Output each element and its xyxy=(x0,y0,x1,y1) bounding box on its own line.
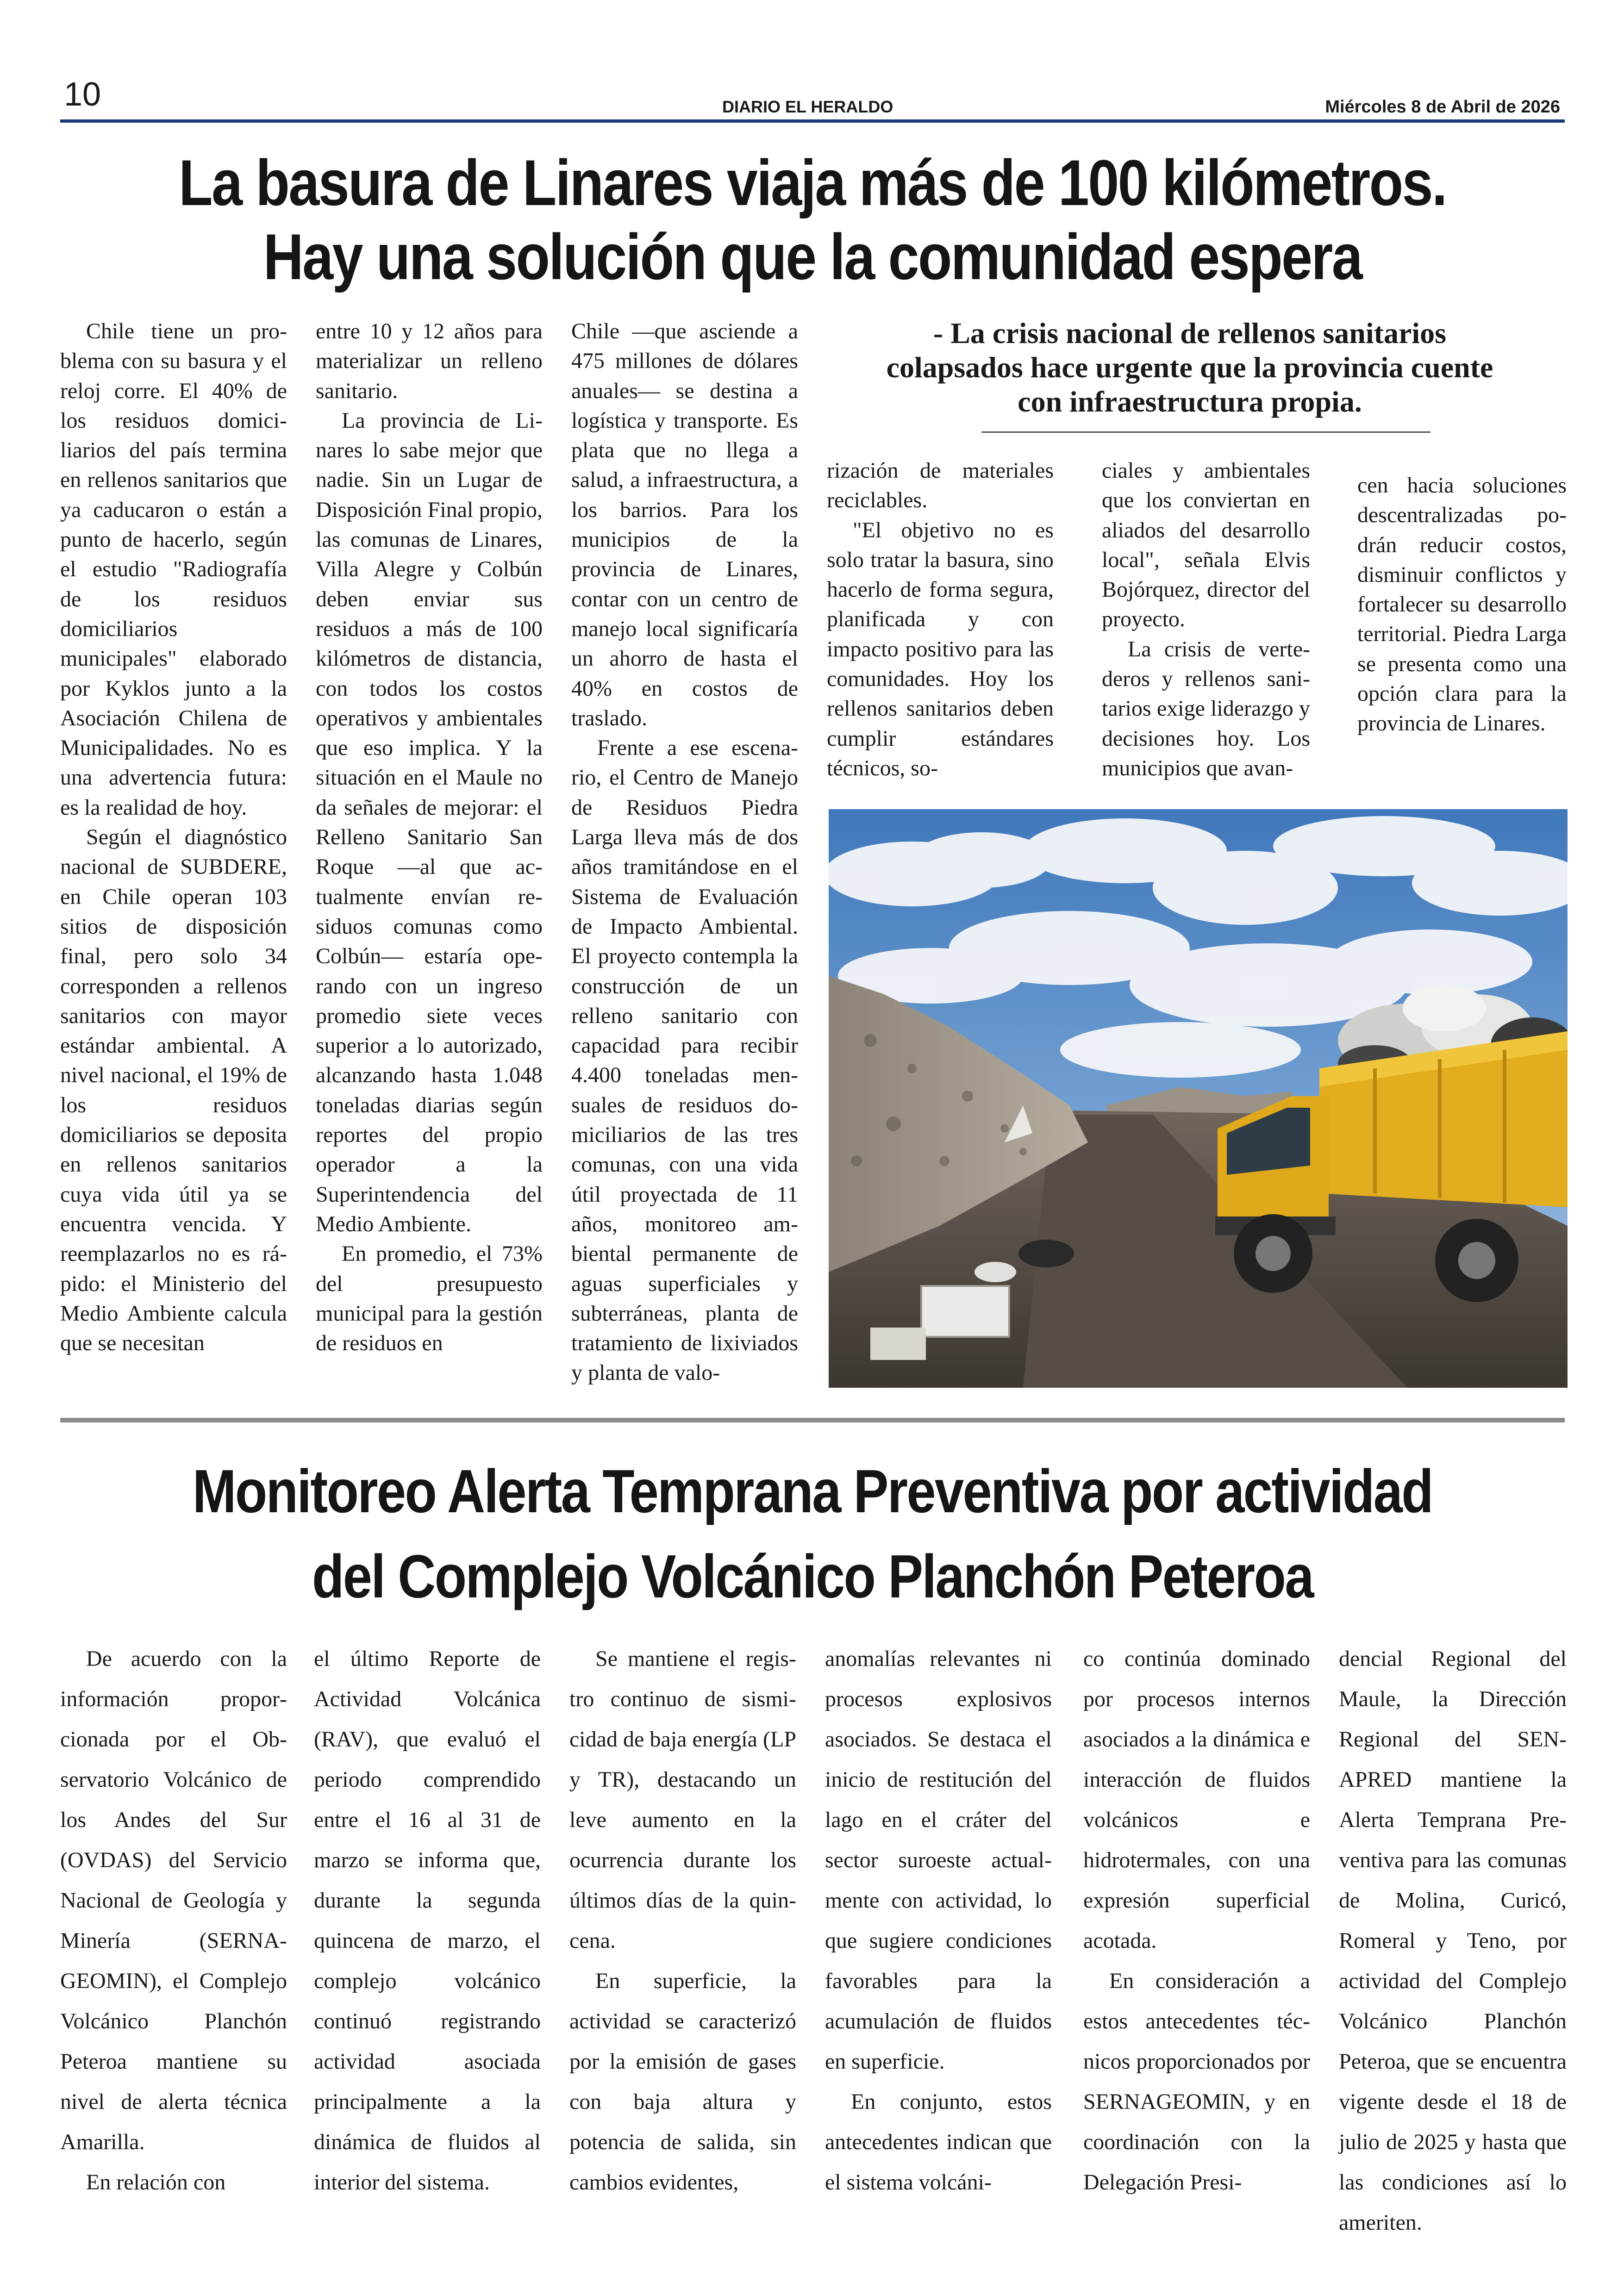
paragraph: ciales y ambientales que los conviertan en aliados del desarrollo local", señala Elvis Bojórquez, director del proyecto. xyxy=(1102,458,1310,632)
paragraph: el último Reporte de Actividad Volcánica (RAV), que evaluó el periodo comprendido entre el 16 al 31 de marzo se informa que, durante la segunda quincena de marzo, el complejo volcánico continuó registrando actividad asociada principalmente a la dinámica de fluidos al interior del sistema. xyxy=(314,1646,541,2195)
paragraph: "El objetivo no es solo tratar la basura, sino hacerlo de forma segura, planificada y con impacto positivo para las comunidades. Hoy los rellenos sanitarios deben cumplir estándares técnicos, so- xyxy=(827,518,1054,780)
paragraph: rización de materiales reciclables. xyxy=(827,458,1054,513)
paragraph: entre 10 y 12 años para materializar un relleno sanitario. xyxy=(316,319,543,403)
paragraph: Chile tiene un problema con su basura y el reloj corre. El 40% de los residuos domiciliarios del país termina en rellenos sanitarios que ya caducaron o están a punto de hacerlo, según el estudio "Radiografía de los residuos domiciliarios municipales" elaborado por Kyklos junto a la Asociación Chilena de Municipalidades. No es una advertencia futura: es la realidad de hoy. xyxy=(60,319,287,820)
article2-headline-line1: Monitoreo Alerta Temprana Preventiva por actividad xyxy=(192,1457,1433,1525)
header-rule xyxy=(60,119,1565,123)
article2-column-3 xyxy=(569,1639,796,2202)
article1-column-1 xyxy=(60,317,287,1358)
subhead-rule xyxy=(981,431,1430,433)
paragraph: Frente a ese escenario, el Centro de Manejo de Residuos Piedra Larga lleva más de dos años tramitándose en el Sistema de Evaluación de Impacto Ambiental. El proyecto contempla la construcción de un relleno sanitario con capacidad para recibir 4.400 toneladas mensuales de residuos domiciliarios de las tres comunas, con una vida útil proyectada de 11 años, monitoreo ambiental permanente de aguas superficiales y subterráneas, planta de tratamiento de lixiviados y planta de valo- xyxy=(571,736,798,1385)
paragraph: Según el diagnóstico nacional de SUBDERE, en Chile operan 103 sitios de disposición final, pero solo 34 corresponden a rellenos sanitarios con mayor estándar ambiental. A nivel nacional, el 19% de los residuos domiciliarios se deposita en rellenos sanitarios cuya vida útil ya se encuentra vencida. Y reemplazarlos no es rápido: el Ministerio del Medio Ambiente calcula que se necesitan xyxy=(60,825,287,1356)
paragraph: La provincia de Linares lo sabe mejor que nadie. Sin un Lugar de Disposición Final propio, las comunas de Linares, Villa Alegre y Colbún deben enviar sus residuos a más de 100 kilómetros de distancia, con todos los costos operativos y ambientales que eso implica. Y la situación en el Maule no da señales de mejorar: el Relleno Sanitario San Roque —al que actualmente envían residuos comunas como Colbún— estaría operando con un ingreso promedio siete veces superior a lo autorizado, alcanzando hasta 1.048 toneladas diarias según reportes del propio operador a la Superintendencia del Medio Ambiente. xyxy=(316,408,543,1236)
article1-headline-line1: La basura de Linares viaja más de 100 kilómetros. xyxy=(179,146,1446,219)
newspaper-name: DIARIO EL HERALDO xyxy=(722,97,893,116)
article1-headline xyxy=(166,146,1460,294)
article2-column-2 xyxy=(314,1639,541,2202)
paragraph: En conjunto, estos antecedentes indican que el sistema volcáni- xyxy=(825,2089,1052,2195)
paragraph: La crisis de vertederos y rellenos sanitarios exige liderazgo y decisiones hoy. Los municipios que avan- xyxy=(1102,636,1310,780)
paragraph: co continúa dominado por procesos internos asociados a la dinámica e interacción de fluidos volcánicos e hidrotermales, con una expresión superficial acotada. xyxy=(1083,1646,1310,1953)
paragraph: En promedio, el 73% del presupuesto municipal para la gestión de residuos en xyxy=(316,1241,543,1356)
article2-column-4 xyxy=(825,1639,1052,2202)
paragraph: Chile —que asciende a 475 millones de dólares anuales— se destina a logística y transporte. Es plata que no llega a salud, a infraestructura, a los barrios. Para los municipios de la provincia de Linares, contar con un centro de manejo local significaría un ahorro de hasta el 40% en costos de traslado. xyxy=(571,319,798,730)
article2-column-1 xyxy=(60,1639,287,2202)
paragraph: En consideración a estos antecedentes técnicos proporcionados por SERNAGEOMIN, y en coordinación con la Delegación Presi- xyxy=(1083,1969,1310,2195)
paragraph: De acuerdo con la información proporcionada por el Observatorio Volcánico de los Andes del Sur (OVDAS) del Servicio Nacional de Geología y Minería (SERNAGEOMIN), el Complejo Volcánico Planchón Peteroa mantiene su nivel de alerta técnica Amarilla. xyxy=(60,1646,287,2154)
landfill-truck-photo xyxy=(829,809,1568,1388)
paragraph: dencial Regional del Maule, la Dirección Regional del SENAPRED mantiene la Alerta Temprana Preventiva para las comunas de Molina, Curicó, Romeral y Teno, por actividad del Complejo Volcánico Planchón Peteroa, que se encuentra vigente desde el 18 de julio de 2025 y hasta que las condiciones así lo ameriten. xyxy=(1339,1646,1567,2235)
article1-column-2 xyxy=(316,317,543,1358)
paragraph: Se mantiene el registro continuo de sismicidad de baja energía (LP y TR), destacando un leve aumento en la ocurrencia durante los últimos días de la quincena. xyxy=(569,1646,796,1953)
paragraph: En relación con xyxy=(86,2170,226,2195)
article2-column-5 xyxy=(1083,1639,1310,2202)
article1-column-5 xyxy=(1102,456,1310,783)
article2-headline-line2: del Complejo Volcánico Planchón Peteroa xyxy=(312,1542,1313,1610)
issue-date: Miércoles 8 de Abril de 2026 xyxy=(1325,97,1560,117)
article1-column-4 xyxy=(827,456,1054,783)
paragraph: anomalías relevantes ni procesos explosivos asociados. Se destaca el inicio de restitución del lago en el cráter del sector suroeste actualmente con actividad, lo que sugiere condiciones favorables para la acumulación de fluidos en superficie. xyxy=(825,1646,1052,2074)
article1-headline-line2: Hay una solución que la comunidad espera xyxy=(263,220,1362,293)
paragraph: cen hacia soluciones descentralizadas podrán reducir costos, disminuir conflictos y fortalecer su desarrollo territorial. Piedra Larga se presenta como una opción clara para la provincia de Linares. xyxy=(1357,473,1567,736)
article1-subhead: - La crisis nacional de rellenos sanitarios colapsados hace urgente que la provincia cuente con infraestructura propia. xyxy=(886,317,1493,418)
paragraph: En superficie, la actividad se caracterizó por la emisión de gases con baja altura y potencia de salida, sin cambios evidentes, xyxy=(569,1969,796,2195)
article2-headline xyxy=(166,1449,1460,1619)
page-number: 10 xyxy=(64,76,101,113)
section-divider xyxy=(60,1418,1565,1422)
article2-column-6 xyxy=(1339,1639,1567,2243)
article1-column-6 xyxy=(1357,471,1567,739)
article1-column-3 xyxy=(571,317,798,1388)
